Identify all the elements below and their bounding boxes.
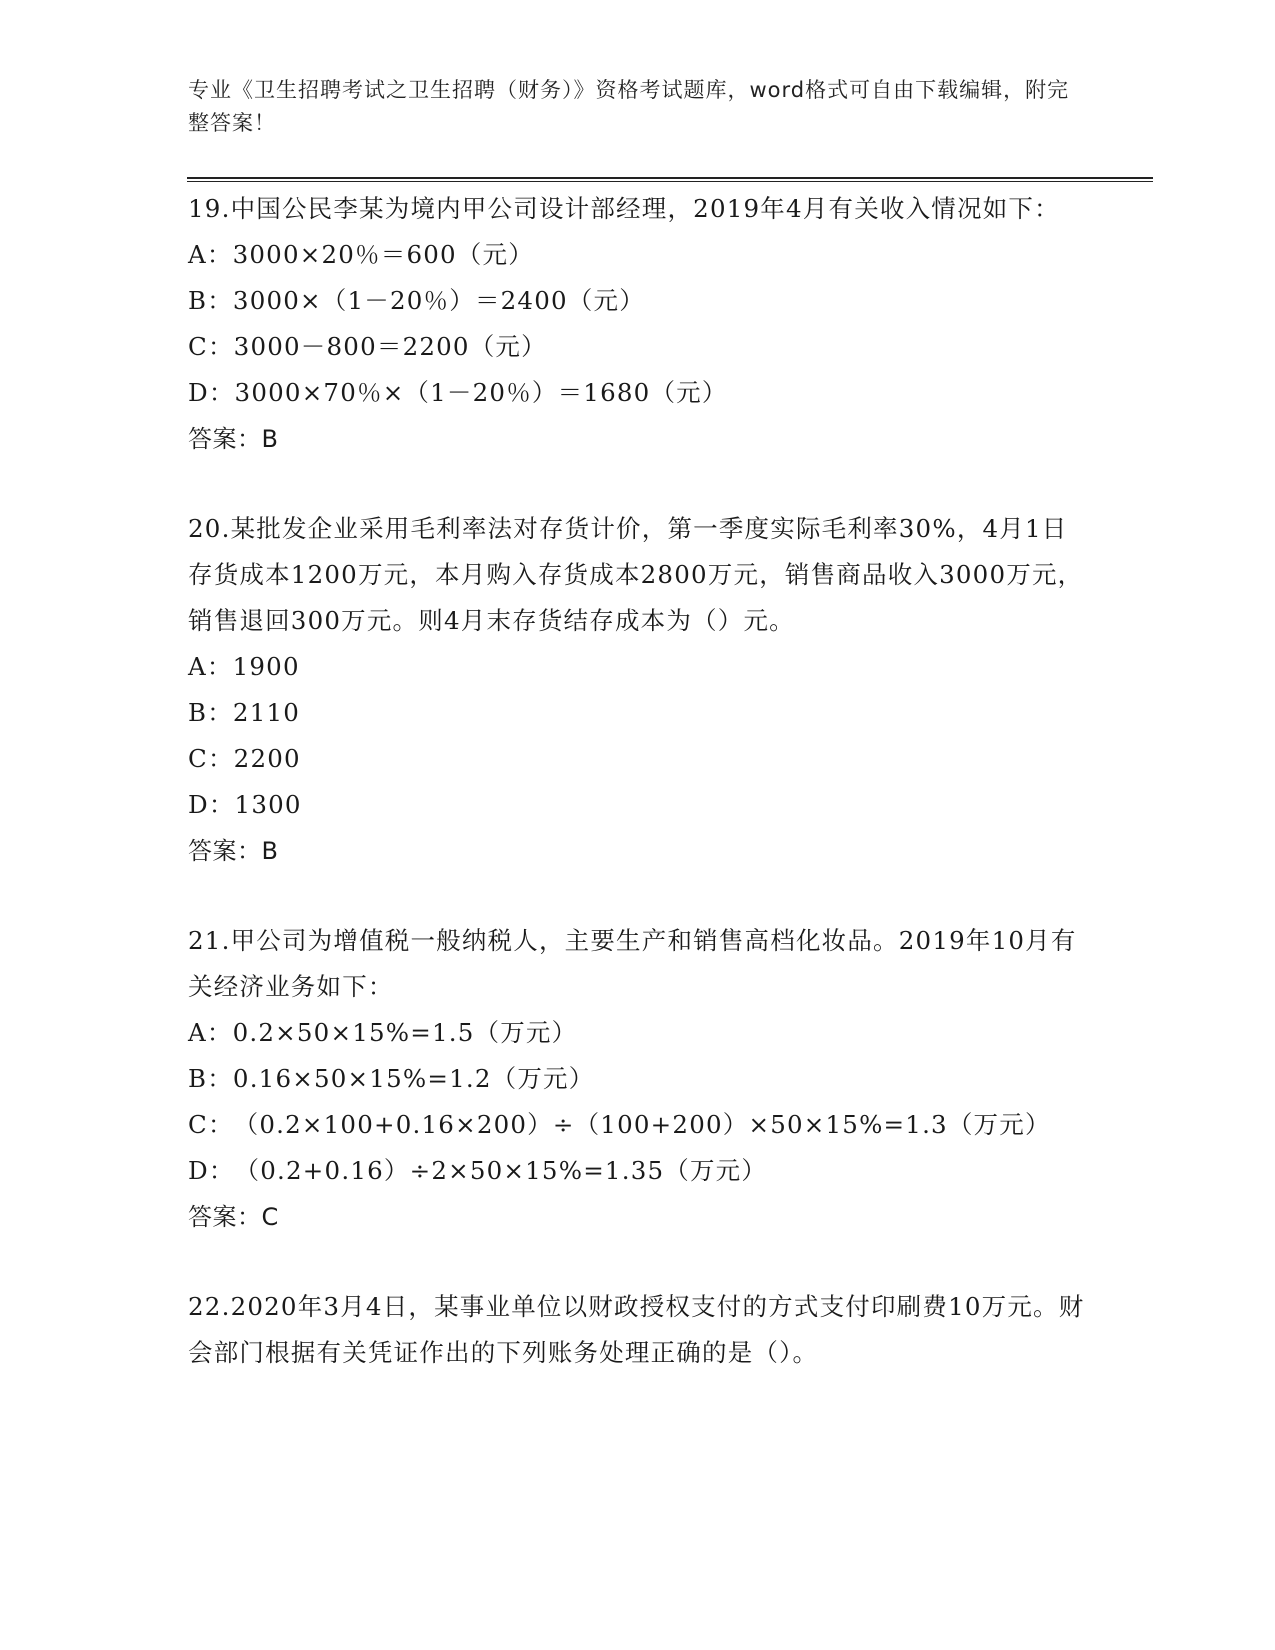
- option-b: [188, 1056, 1088, 1102]
- question-stem: 21.甲公司为增值税一般纳税人，主要生产和销售高档化妆品。2019年10月有关经济业务如下：: [188, 926, 1077, 1001]
- option-d: [188, 370, 1088, 416]
- option-text: 3000×20％＝600（元）: [232, 240, 534, 269]
- option-label: D：: [188, 378, 235, 407]
- option-text: 0.16×50×15%=1.2（万元）: [232, 1064, 595, 1093]
- option-label: C：: [188, 332, 234, 361]
- document-header: [188, 74, 1088, 140]
- header-rule-thin: [187, 181, 1153, 182]
- option-label: A：: [188, 240, 233, 269]
- option-label: B：: [188, 698, 233, 727]
- option-d: [188, 1148, 1088, 1194]
- option-text: （0.2+0.16）÷2×50×15%=1.35（万元）: [234, 1156, 768, 1185]
- option-label: A：: [188, 1018, 233, 1047]
- question-22: [188, 1284, 1088, 1376]
- option-c: [188, 1102, 1088, 1148]
- option-label: A：: [188, 652, 233, 681]
- option-a: [188, 1010, 1088, 1056]
- option-text: 1900: [232, 652, 300, 681]
- option-text: （0.2×100+0.16×200）÷（100+200）×50×15%=1.3（万元）: [233, 1110, 1051, 1139]
- question-19: [188, 186, 1088, 462]
- option-label: B：: [188, 286, 233, 315]
- option-text: 0.2×50×15%=1.5（万元）: [232, 1018, 578, 1047]
- question-stem: 19.中国公民李某为境内甲公司设计部经理，2019年4月有关收入情况如下：: [188, 194, 1060, 223]
- option-text: 2110: [232, 698, 301, 727]
- option-c: [188, 736, 1088, 782]
- option-d: [188, 782, 1088, 828]
- answer-line: 答案：B: [188, 425, 279, 453]
- option-label: B：: [188, 1064, 233, 1093]
- option-b: [188, 278, 1088, 324]
- option-text: 3000－800＝2200（元）: [233, 332, 547, 361]
- option-text: 3000×（1－20％）＝2400（元）: [232, 286, 645, 315]
- question-20: [188, 506, 1088, 874]
- option-c: [188, 324, 1088, 370]
- header-text: 专业《卫生招聘考试之卫生招聘（财务）》资格考试题库，word格式可自由下载编辑，附完整答案！: [188, 78, 1070, 135]
- option-a: [188, 644, 1088, 690]
- answer-line: 答案：C: [188, 1203, 279, 1231]
- option-text: 2200: [233, 744, 301, 773]
- option-text: 3000×70％×（1－20％）＝1680（元）: [234, 378, 728, 407]
- question-stem: 20.某批发企业采用毛利率法对存货计价，第一季度实际毛利率30%，4月1日存货成本1200万元，本月购入存货成本2800万元，销售商品收入3000万元，销售退回300万元。则4月末存货结存成本为（）元。: [188, 514, 1084, 635]
- option-text: 1300: [234, 790, 302, 819]
- option-a: [188, 232, 1088, 278]
- option-label: C：: [188, 744, 234, 773]
- option-b: [188, 690, 1088, 736]
- option-label: D：: [188, 790, 235, 819]
- option-label: D：: [188, 1156, 235, 1185]
- option-label: C：: [188, 1110, 234, 1139]
- question-list: [188, 186, 1088, 1376]
- answer-line: 答案：B: [188, 837, 279, 865]
- question-21: [188, 918, 1088, 1240]
- question-stem: 22.2020年3月4日，某事业单位以财政授权支付的方式支付印刷费10万元。财会部门根据有关凭证作出的下列账务处理正确的是（）。: [188, 1292, 1085, 1367]
- header-rule: [187, 177, 1153, 179]
